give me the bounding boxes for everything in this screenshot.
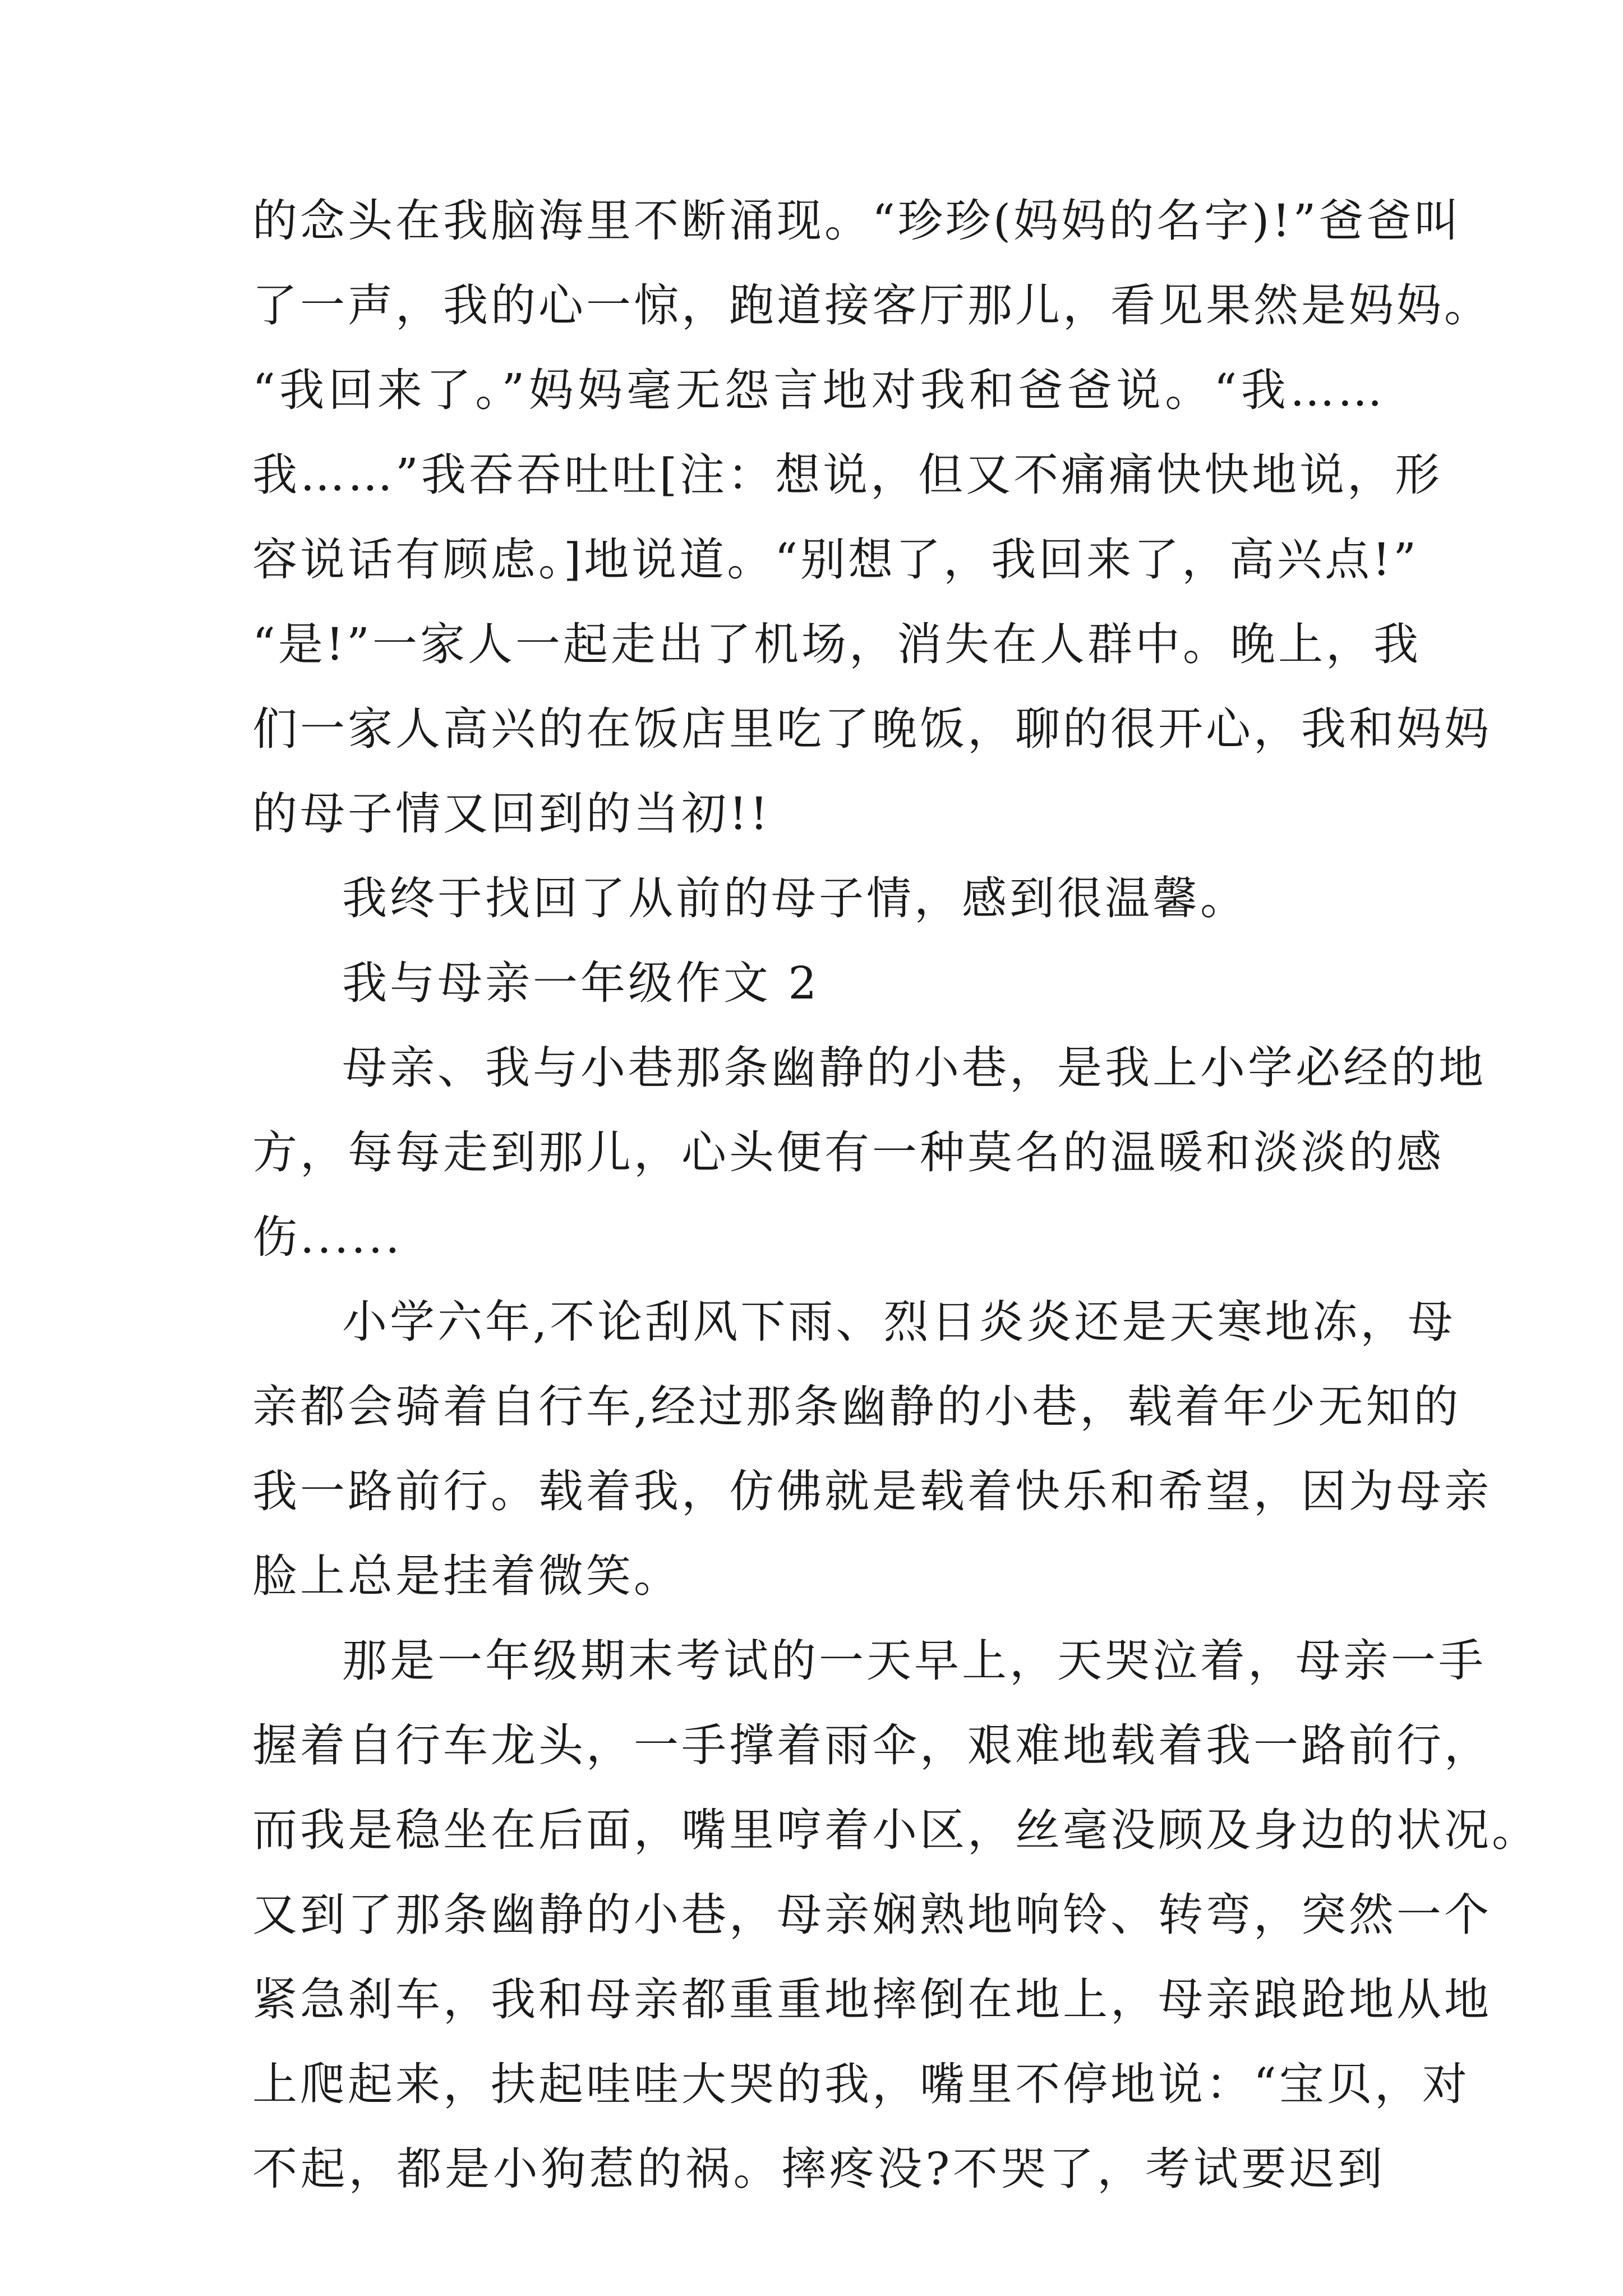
text-line: 亲都会骑着自行车,经过那条幽静的小巷，载着年少无知的 xyxy=(252,1381,1461,1433)
text-line: 们一家人高兴的在饭店里吃了晚饭，聊的很开心，我和妈妈 xyxy=(252,703,1492,755)
text-line: 了一声，我的心一惊，跑道接客厅那儿，看见果然是妈妈。 xyxy=(252,279,1492,332)
section-heading: 我与母亲一年级作文 2 xyxy=(342,957,820,1009)
text-line: 方，每每走到那儿，心头便有一种莫名的温暖和淡淡的感 xyxy=(252,1126,1444,1179)
text-line: 小学六年,不论刮风下雨、烈日炎炎还是天寒地冻，母 xyxy=(342,1296,1456,1348)
text-line: 的念头在我脑海里不断涌现。“珍珍(妈妈的名字)!”爸爸叫 xyxy=(252,195,1462,247)
text-line: 我终于找回了从前的母子情，感到很温馨。 xyxy=(342,872,1248,924)
text-line: “是!”一家人一起走出了机场，消失在人群中。晚上，我 xyxy=(252,618,1421,670)
text-line: 伤...... xyxy=(252,1211,403,1263)
text-line: 不起，都是小狗惹的祸。摔疼没?不哭了，考试要迟到 xyxy=(252,2143,1385,2195)
text-line: 那是一年级期末考试的一天早上，天哭泣着，母亲一手 xyxy=(342,1635,1486,1687)
text-line: 容说话有顾虑。]地说道。“别想了，我回来了，高兴点!” xyxy=(252,533,1419,586)
text-line: 握着自行车龙头，一手撑着雨伞，艰难地载着我一路前行， xyxy=(252,1719,1492,1772)
essay-text xyxy=(252,178,1539,2211)
text-line: 又到了那条幽静的小巷，母亲娴熟地响铃、转弯，突然一个 xyxy=(252,1889,1492,1941)
text-line: 我一路前行。载着我，仿佛就是载着快乐和希望，因为母亲 xyxy=(252,1465,1492,1517)
text-line: 紧急刹车，我和母亲都重重地摔倒在地上，母亲踉跄地从地 xyxy=(252,1973,1492,2026)
text-line: 上爬起来，扶起哇哇大哭的我，嘴里不停地说：“宝贝，对 xyxy=(252,2058,1470,2110)
text-line: 我……”我吞吞吐吐[注：想说，但又不痛痛快快地说，形 xyxy=(252,449,1443,501)
text-line: 母亲、我与小巷那条幽静的小巷，是我上小学必经的地 xyxy=(342,1042,1486,1094)
text-line: 脸上总是挂着微笑。 xyxy=(252,1550,681,1602)
text-line: “我回来了。”妈妈毫无怨言地对我和爸爸说。“我…… xyxy=(252,364,1385,416)
text-line: 的母子情又回到的当初!! xyxy=(252,788,771,840)
text-line: 而我是稳坐在后面，嘴里哼着小区，丝毫没顾及身边的状况。 xyxy=(252,1804,1539,1856)
